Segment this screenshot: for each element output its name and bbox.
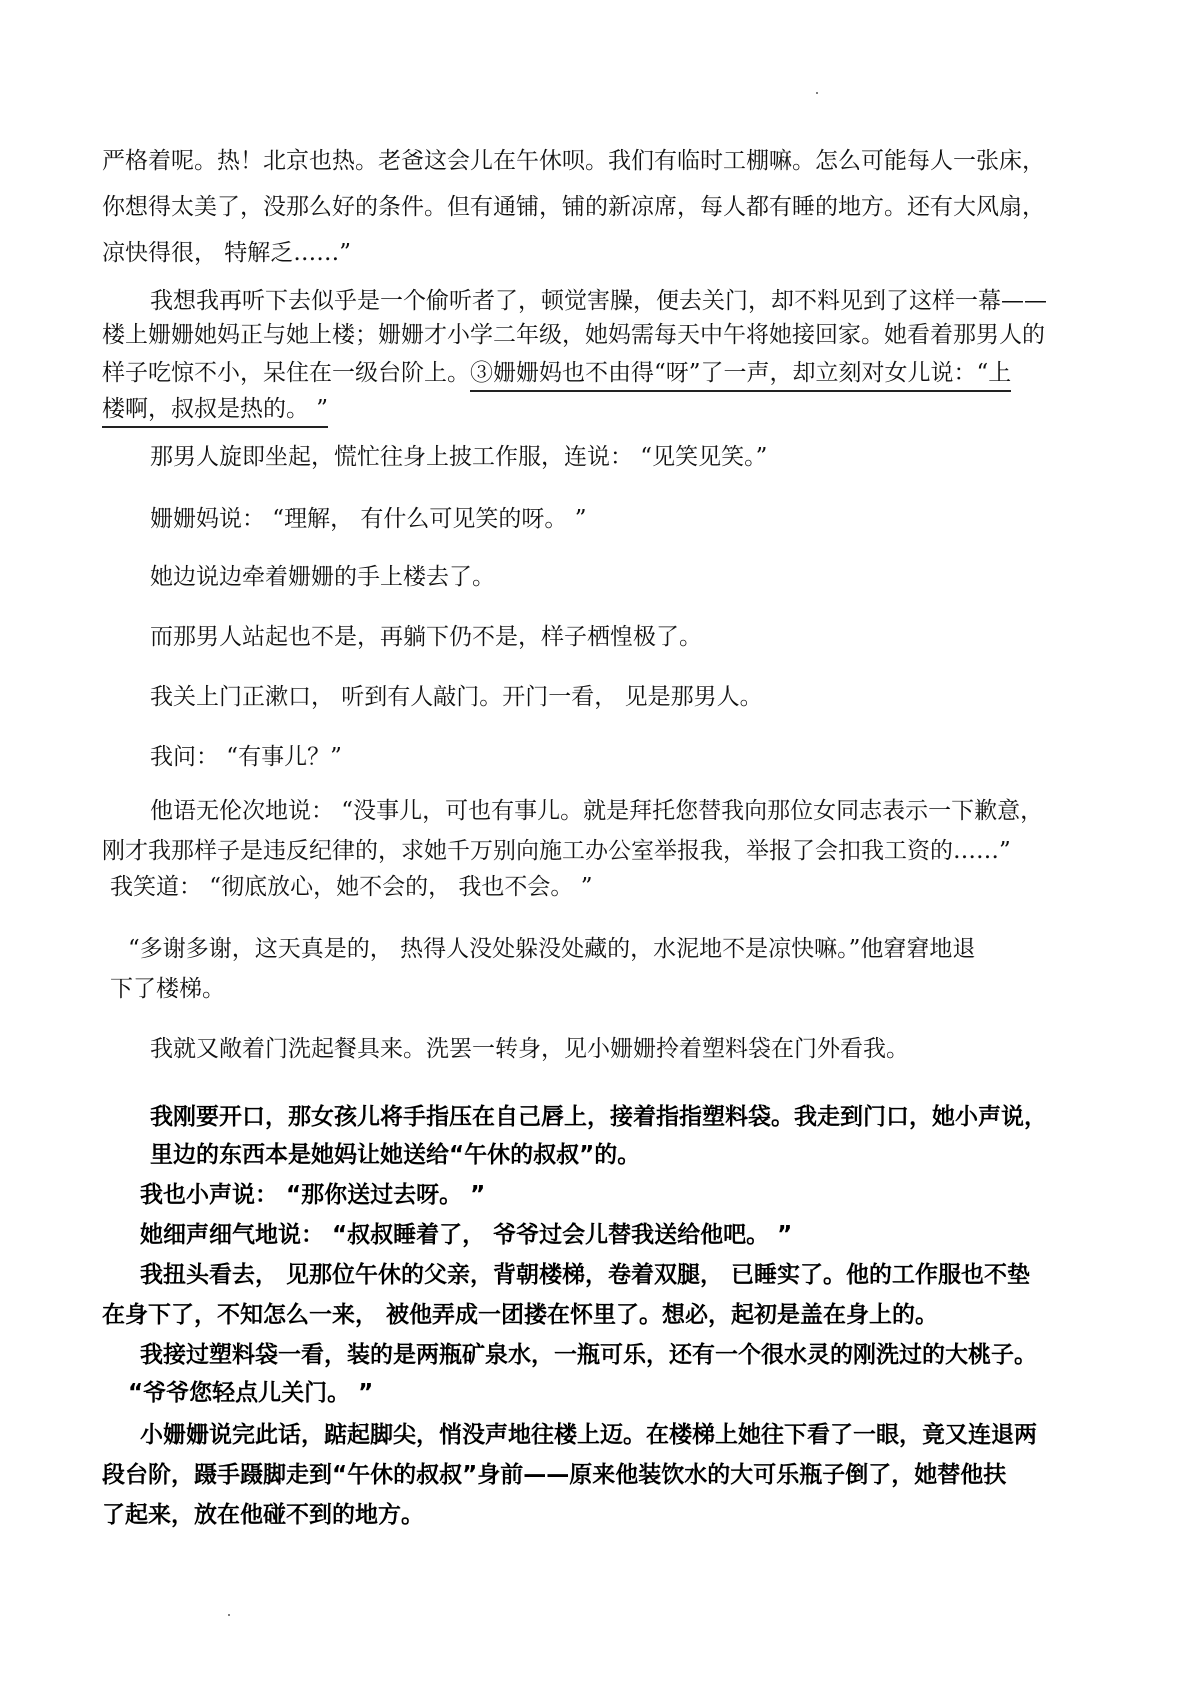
text-line: 她细声细气地说： “叔叔睡着了， 爷爷过会儿替我送给他吧。 ”	[140, 1222, 793, 1248]
text-line: 那男人旋即坐起，慌忙往身上披工作服，连说： “见笑见笑。”	[150, 444, 768, 470]
scan-speck	[816, 92, 818, 94]
text-line	[102, 362, 1011, 385]
text-line: 了起来，放在他碰不到的地方。	[102, 1502, 424, 1528]
text-line: 刚才我那样子是违反纪律的，求她千万别向施工办公室举报我，举报了会扣我工资的……”	[102, 838, 1011, 864]
text-line: 段台阶，蹑手蹑脚走到“午休的叔叔”身前——原来他装饮水的大可乐瓶子倒了，她替他扶	[102, 1462, 1007, 1488]
text-line: 你想得太美了，没那么好的条件。但有通铺，铺的新凉席，每人都有睡的地方。还有大风扇，	[102, 194, 1045, 220]
text-line: 我想我再听下去似乎是一个偷听者了，顿觉害臊，便去关门，却不料见到了这样一幕——	[150, 288, 1047, 314]
text-line: 我就又敞着门洗起餐具来。洗罢一转身，见小姗姗拎着塑料袋在门外看我。	[150, 1036, 909, 1062]
underlined-sentence: ③姗姗妈也不由得“呀”了一声，却立刻对女儿说：“上	[470, 360, 1011, 392]
text-span: 样子吃惊不小，呆住在一级台阶上。	[102, 360, 470, 386]
text-line: 我也小声说： “那你送过去呀。 ”	[140, 1182, 486, 1208]
text-line: 我笑道： “彻底放心，她不会的， 我也不会。 ”	[110, 874, 593, 900]
text-line	[102, 398, 328, 421]
text-line: 而那男人站起也不是，再躺下仍不是，样子栖惶极了。	[150, 624, 702, 650]
text-line: 他语无伦次地说： “没事儿，可也有事儿。就是拜托您替我向那位女同志表示一下歉意，	[150, 798, 1044, 824]
underlined-sentence: 楼啊，叔叔是热的。 ”	[102, 396, 328, 428]
text-line: 她边说边牵着姗姗的手上楼去了。	[150, 564, 495, 590]
text-line: 我接过塑料袋一看，装的是两瓶矿泉水，一瓶可乐，还有一个很水灵的刚洗过的大桃子。	[140, 1342, 1037, 1368]
text-line: 凉快得很， 特解乏……”	[102, 240, 352, 266]
text-line: 我问： “有事儿？”	[150, 744, 342, 770]
text-line: 我刚要开口，那女孩儿将手指压在自己唇上，接着指指塑料袋。我走到门口，她小声说，	[150, 1104, 1047, 1130]
text-line: 在身下了，不知怎么一来， 被他弄成一团搂在怀里了。想必，起初是盖在身上的。	[102, 1302, 939, 1328]
text-line: “多谢多谢，这天真是的， 热得人没处躲没处藏的，水泥地不是凉快嘛。”他窘窘地退	[128, 936, 976, 962]
text-line: “爷爷您轻点儿关门。 ”	[128, 1380, 374, 1406]
text-line: 姗姗妈说： “理解， 有什么可见笑的呀。 ”	[150, 506, 587, 532]
text-line: 里边的东西本是她妈让她送给“午休的叔叔”的。	[150, 1142, 641, 1168]
scan-speck	[228, 1614, 230, 1616]
text-line: 我关上门正漱口， 听到有人敲门。开门一看， 见是那男人。	[150, 684, 763, 710]
text-line: 严格着呢。热！北京也热。老爸这会儿在午休呗。我们有临时工棚嘛。怎么可能每人一张床，	[102, 148, 1045, 174]
text-line: 我扭头看去， 见那位午休的父亲，背朝楼梯，卷着双腿， 已睡实了。他的工作服也不垫	[140, 1262, 1031, 1288]
text-line: 楼上姗姗她妈正与她上楼；姗姗才小学二年级，她妈需每天中午将她接回家。她看着那男人的	[102, 322, 1045, 348]
text-line: 小姗姗说完此话，踮起脚尖，悄没声地往楼上迈。在楼梯上她往下看了一眼，竟又连退两	[140, 1422, 1037, 1448]
text-line: 下了楼梯。	[110, 976, 225, 1002]
